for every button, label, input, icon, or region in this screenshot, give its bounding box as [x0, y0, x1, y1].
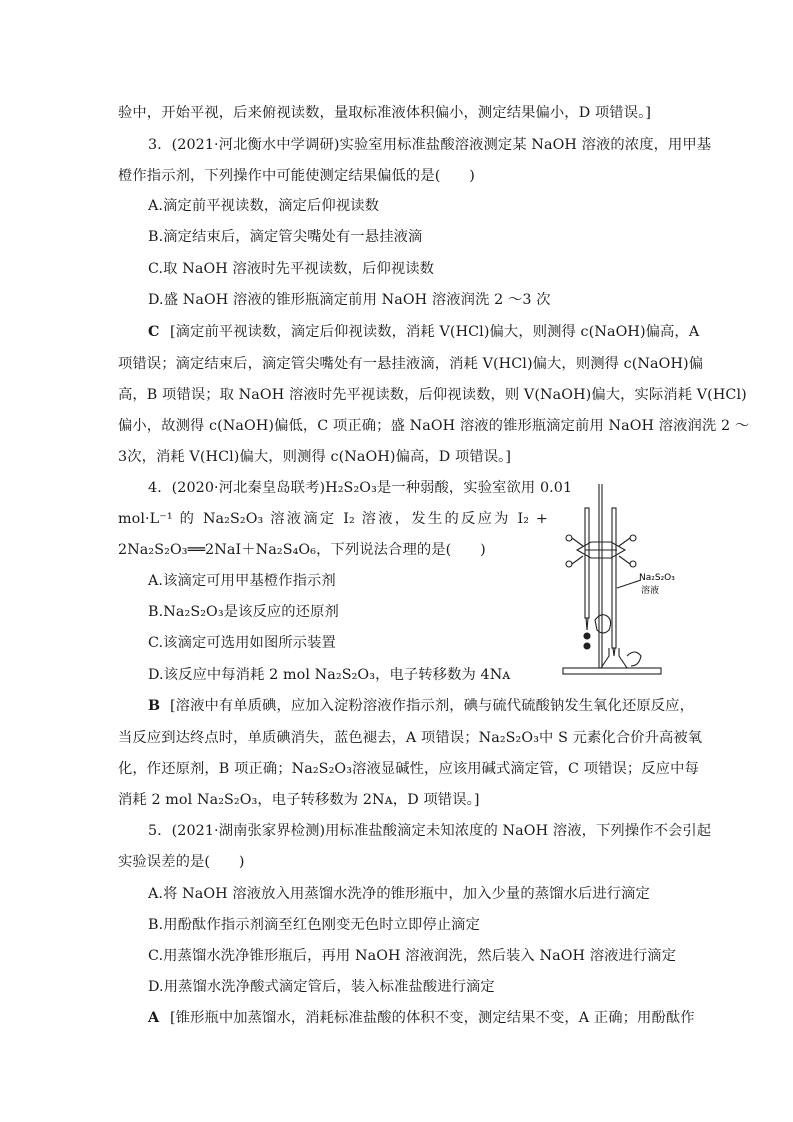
- q4-stem-line-2: mol·L⁻¹ 的 Na₂S₂O₃ 溶液滴定 I₂ 溶液，发生的反应为 I₂ +: [118, 511, 548, 527]
- q3-option-c: C.取 NaOH 溶液时先平视读数，后仰视读数: [148, 261, 435, 277]
- q3-explanation-line-5: 3次，消耗 V(HCl)偏大，则测得 c(NaOH)偏高，D 项错误。]: [118, 449, 512, 465]
- q5-option-a: A.将 NaOH 溶液放入用蒸馏水洗净的锥形瓶中，加入少量的蒸馏水后进行滴定: [148, 886, 650, 902]
- q3-stem-line-1: 3．(2021·河北衡水中学调研)实验室用标准盐酸溶液测定某 NaOH 溶液的浓度，用甲基: [148, 137, 712, 153]
- q4-explanation-line-4: 消耗 2 mol Na₂S₂O₃，电子转移数为 2Nᴀ，D 项错误。]: [118, 792, 480, 808]
- titration-apparatus-figure: [555, 480, 680, 680]
- q4-answer-letter: B: [148, 698, 161, 714]
- q4-option-c: C.该滴定可选用如图所示装置: [148, 635, 336, 651]
- q4-explanation-line-3: 化，作还原剂，B 项正确；Na₂S₂O₃溶液显碱性，应该用碱式滴定管，C 项错误；反应中每: [118, 761, 699, 777]
- q4-explanation-line-1: [溶液中有单质碘，应加入淀粉溶液作指示剂，碘与硫代硫酸钠发生氧化还原反应，: [170, 698, 694, 714]
- q3-option-b: B.滴定结束后，滴定管尖嘴处有一悬挂液滴: [148, 229, 423, 245]
- q4-option-d: D.该反应中每消耗 2 mol Na₂S₂O₃，电子转移数为 4Nᴀ: [148, 667, 511, 683]
- continuation-text: 验中，开始平视，后来俯视读数，量取标准液体积偏小，测定结果偏小，D 项错误。]: [118, 105, 652, 121]
- q3-answer-letter: C: [148, 324, 160, 340]
- q3-stem-line-2: 橙作指示剂，下列操作中可能使测定结果偏低的是( ): [118, 168, 475, 184]
- q5-option-d: D.用蒸馏水洗净酸式滴定管后，装入标准盐酸进行滴定: [148, 979, 495, 995]
- q4-stem-line-3: 2Na₂S₂O₃══2NaI＋Na₂S₄O₆，下列说法合理的是( ): [118, 542, 486, 558]
- q3-explanation-line-4: 偏小，故测得 c(NaOH)偏低，C 项正确；盛 NaOH 溶液的锥形瓶滴定前用 NaOH 溶液润洗 2 ～: [118, 418, 750, 434]
- q5-stem-line-2: 实验误差的是( ): [118, 854, 245, 870]
- q3-option-d: D.盛 NaOH 溶液的锥形瓶滴定前用 NaOH 溶液润洗 2 ～3 次: [148, 292, 551, 308]
- figure-label-reagent: Na₂S₂O₃: [639, 573, 675, 583]
- q5-stem-line-1: 5．(2021·湖南张家界检测)用标准盐酸滴定未知浓度的 NaOH 溶液，下列操作不会引起: [148, 823, 712, 839]
- q5-option-c: C.用蒸馏水洗净锥形瓶后，再用 NaOH 溶液润洗，然后装入 NaOH 溶液进行滴定: [148, 948, 677, 964]
- q4-option-a: A.该滴定可用甲基橙作指示剂: [148, 573, 336, 589]
- q3-explanation-line-1: [滴定前平视读数，滴定后仰视读数，消耗 V(HCl)偏大，则测得 c(NaOH)偏高，A: [170, 324, 700, 340]
- q4-stem-line-1: 4．(2020·河北秦皇岛联考)H₂S₂O₃是一种弱酸，实验室欲用 0.01: [148, 480, 573, 496]
- q4-option-b: B.Na₂S₂O₃是该反应的还原剂: [148, 604, 339, 620]
- q4-explanation-line-2: 当反应到达终点时，单质碘消失，蓝色褪去，A 项错误；Na₂S₂O₃中 S 元素化合价升高被氧: [118, 730, 703, 746]
- figure-label-solution: 溶液: [641, 586, 660, 596]
- q5-explanation-line-1: [锥形瓶中加蒸馏水，消耗标准盐酸的体积不变，测定结果不变，A 正确；用酚酞作: [170, 1010, 695, 1026]
- q5-answer-letter: A: [148, 1010, 160, 1026]
- q3-option-a: A.滴定前平视读数，滴定后仰视读数: [148, 198, 380, 214]
- q3-explanation-line-3: 高，B 项错误；取 NaOH 溶液时先平视读数，后仰视读数，则 V(NaOH)偏大，实际消耗 V(HCl): [118, 387, 747, 403]
- q5-option-b: B.用酚酞作指示剂滴至红色刚变无色时立即停止滴定: [148, 917, 480, 933]
- q3-explanation-line-2: 项错误；滴定结束后，滴定管尖嘴处有一悬挂液滴，消耗 V(HCl)偏大，则测得 c(NaOH)偏: [118, 356, 704, 372]
